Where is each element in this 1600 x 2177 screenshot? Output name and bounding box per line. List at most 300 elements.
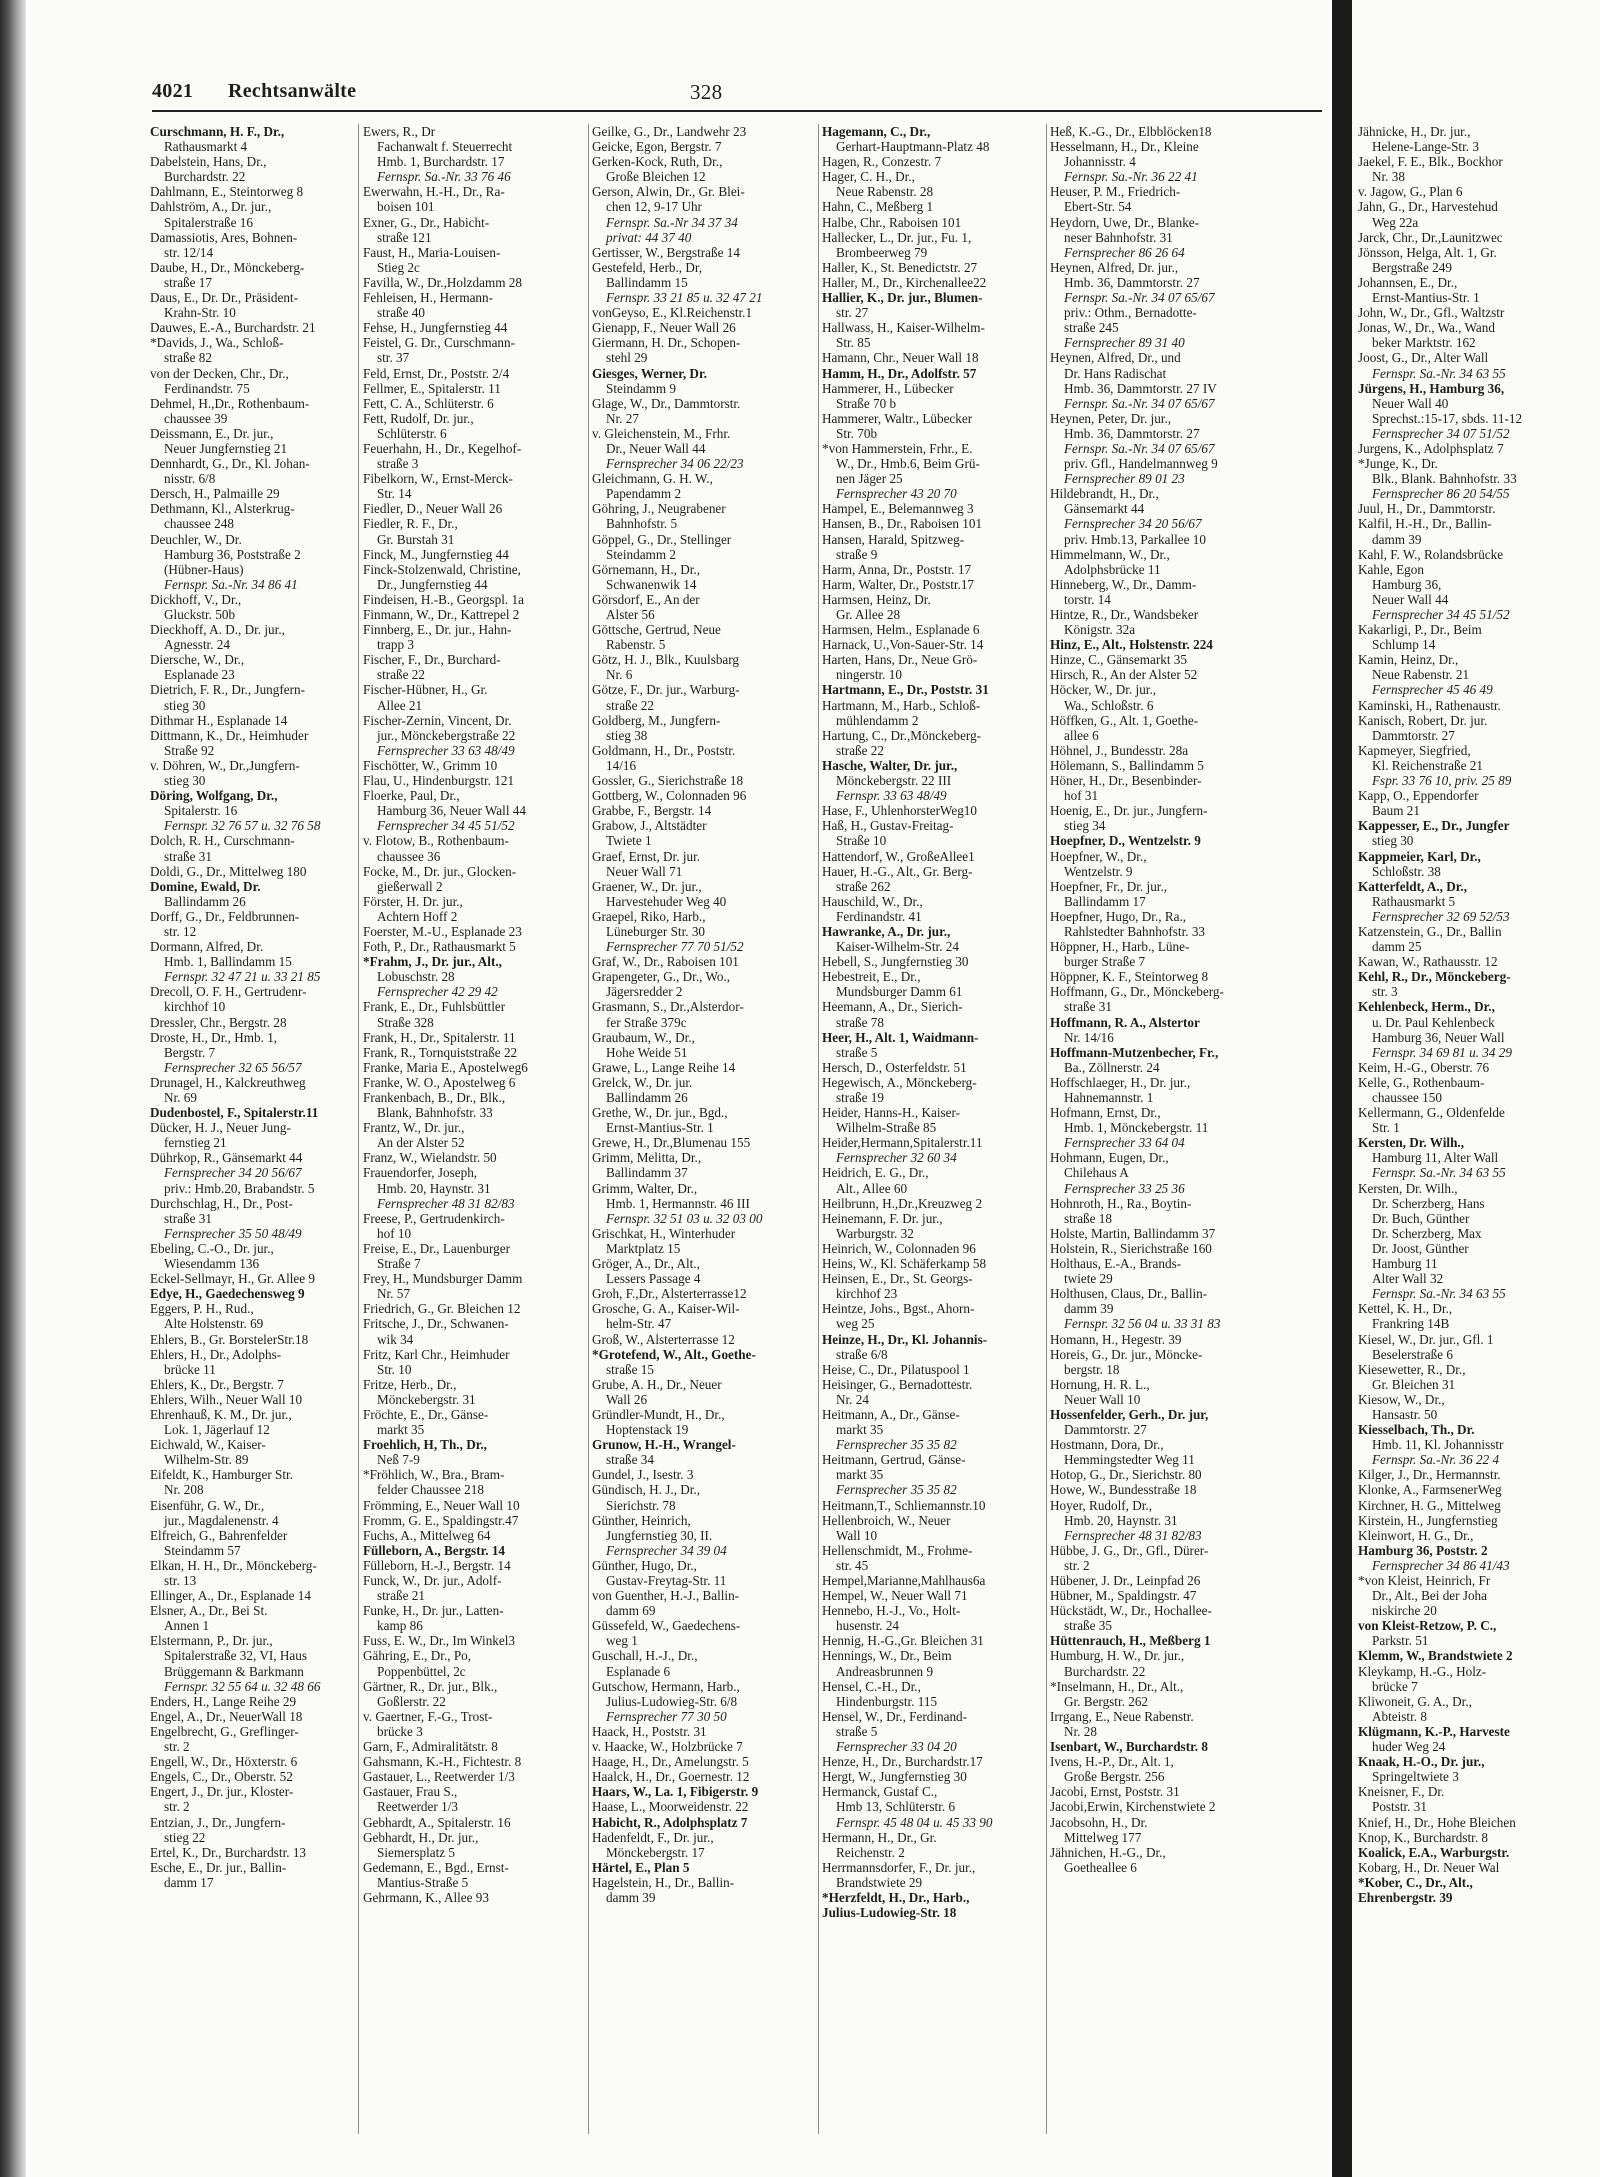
directory-entry-line: Finck-Stolzenwald, Christine, (363, 561, 521, 577)
directory-entry-line: kirchhof 10 (164, 999, 226, 1015)
directory-entry-line: Mundsburger Damm 61 (836, 984, 963, 1000)
directory-entry-line: Durchschlag, H., Dr., Post- (150, 1195, 293, 1211)
directory-entry-line: Dr. Scherzberg, Hans (1372, 1195, 1485, 1211)
directory-entry-line: Sierichstr. 78 (606, 1497, 676, 1513)
directory-entry-line: Weg 22a (1372, 214, 1419, 230)
directory-entry-line: Hebestreit, E., Dr., (822, 969, 921, 985)
directory-entry-line: Feuerhahn, H., Dr., Kegelhof- (363, 440, 522, 456)
column-4 (822, 124, 1048, 2134)
directory-entry-line: Neuer Wall 71 (606, 863, 683, 879)
directory-entry-line: Kehlenbeck, Herm., Dr., (1358, 999, 1495, 1015)
directory-entry-line: Holste, Martin, Ballindamm 37 (1050, 1225, 1216, 1241)
directory-entry-line: Johannsen, E., Dr., (1358, 274, 1458, 290)
next-page-column (1358, 124, 1594, 2134)
directory-entry-line: Hmb. 20, Haynstr. 31 (377, 1180, 491, 1196)
directory-entry-line: straße 121 (377, 229, 432, 245)
directory-entry-line: Frömming, E., Neuer Wall 10 (363, 1497, 520, 1513)
page-header (152, 80, 1322, 108)
directory-entry-line: Fernspr. Sa.-Nr. 34 07 65/67 (1064, 290, 1215, 306)
directory-entry-line: priv. Hmb.13, Parkallee 10 (1064, 531, 1206, 547)
directory-entry-line: Steindamm 9 (606, 380, 676, 396)
directory-entry-line: Fröchte, E., Dr., Gänse- (363, 1406, 489, 1422)
directory-entry-line: *von Kleist, Heinrich, Fr (1358, 1573, 1491, 1588)
directory-entry-line: Kersten, Dr. Wilh., (1358, 1180, 1458, 1196)
directory-entry-line: Nr. 28 (1064, 1723, 1097, 1739)
directory-entry-line: Hamm, H., Dr., Adolfstr. 57 (822, 365, 977, 381)
directory-entry-line: *Junge, K., Dr. (1358, 456, 1438, 472)
directory-entry-line: Kawan, W., Rathausstr. 12 (1358, 954, 1498, 970)
directory-entry-line: stieg 30 (1372, 833, 1414, 849)
directory-entry-line: Fernspr. Sa.-Nr. 36 22 41 (1064, 169, 1198, 185)
directory-entry-line: Grosche, G. A., Kaiser-Wil- (592, 1301, 740, 1317)
directory-entry-line: Burchardstr. 22 (1064, 1663, 1146, 1679)
directory-entry-line: brücke 7 (1372, 1678, 1418, 1694)
directory-entry-line: Dammtorstr. 27 (1064, 1422, 1147, 1438)
directory-entry-line: Fromm, G. E., Spaldingstr.47 (363, 1512, 519, 1528)
directory-entry-line: Heinemann, F. Dr. jur., (822, 1210, 943, 1226)
directory-entry-line: Wilhelm-Straße 85 (836, 1120, 937, 1136)
directory-entry-line: Fernsprecher 32 69 52/53 (1372, 908, 1510, 924)
directory-entry-line: Hasche, Walter, Dr. jur., (822, 757, 958, 773)
directory-entry-line: Hoffmann-Mutzenbecher, Fr., (1050, 1044, 1219, 1060)
directory-entry-line: Straße 92 (164, 742, 215, 758)
directory-entry-line: Henze, H., Dr., Burchardstr.17 (822, 1754, 983, 1770)
directory-entry-line: Gahsmann, K.-H., Fichtestr. 8 (363, 1754, 522, 1770)
directory-entry-line: Dr., Alt., Bei der Joha (1372, 1588, 1488, 1604)
directory-entry-line: Str. 1 (1372, 1120, 1400, 1136)
directory-entry-line: Fischer, F., Dr., Burchard- (363, 652, 501, 668)
directory-entry-line: Dehmel, H.,Dr., Rothenbaum- (150, 395, 310, 411)
directory-entry-line: Heintze, Johs., Bgst., Ahorn- (822, 1301, 975, 1317)
directory-entry-line: Homann, H., Hegestr. 39 (1050, 1331, 1182, 1347)
directory-entry-line: Howe, W., Bundesstraße 18 (1050, 1482, 1197, 1498)
directory-entry-line: Günther, Heinrich, (592, 1512, 691, 1528)
directory-entry-line: Goetheallee 6 (1064, 1859, 1137, 1875)
directory-entry-line: Funck, W., Dr. jur., Adolf- (363, 1573, 502, 1588)
directory-entry-line: Kanisch, Robert, Dr. jur. (1358, 712, 1488, 728)
directory-entry-line: straße 262 (836, 878, 891, 894)
directory-entry-line: Funke, H., Dr. jur., Latten- (363, 1603, 504, 1619)
directory-entry-line: Fernsprecher 35 50 48/49 (164, 1225, 302, 1241)
directory-entry-line: *Frahm, J., Dr. jur., Alt., (363, 954, 502, 970)
directory-entry-line: Heuser, P. M., Friedrich- (1050, 184, 1181, 200)
directory-entry-line: v. Gaertner, F.-G., Trost- (363, 1708, 493, 1724)
directory-entry-line: Hinneberg, W., Dr., Damm- (1050, 576, 1197, 592)
directory-entry-line: Ebeling, C.-O., Dr. jur., (150, 1240, 274, 1256)
directory-entry-line: Fernsprecher 89 01 23 (1064, 471, 1185, 487)
directory-entry-line: Fernsprecher 34 45 51/52 (377, 818, 515, 834)
directory-entry-line: Kapp, O., Eppendorfer (1358, 788, 1479, 804)
directory-entry-line: Grawe, L., Lange Reihe 14 (592, 1059, 736, 1075)
directory-entry-line: Fischötter, W., Grimm 10 (363, 757, 498, 773)
directory-entry-line: Groß, W., Alsterterrasse 12 (592, 1331, 735, 1347)
directory-entry-line: Fischer-Zernin, Vincent, Dr. (363, 712, 512, 728)
column-2 (363, 124, 589, 2134)
directory-entry-line: Dithmar H., Esplanade 14 (150, 712, 288, 728)
directory-entry-line: Neuer Jungfernstieg 21 (164, 440, 288, 456)
directory-entry-line: Jahn, G., Dr., Harvestehud (1358, 199, 1498, 215)
directory-entry-line: Grapengeter, G., Dr., Wo., (592, 969, 731, 985)
directory-entry-line: Fischer-Hübner, H., Gr. (363, 682, 488, 698)
directory-entry-line: Goldberg, M., Jungfern- (592, 712, 721, 728)
directory-entry-line: Fett, C. A., Schlüterstr. 6 (363, 395, 494, 411)
directory-entry-line: Freise, E., Dr., Lauenburger (363, 1240, 510, 1256)
directory-entry-line: Fiedler, D., Neuer Wall 26 (363, 501, 503, 517)
directory-entry-line: Daube, H., Dr., Mönckeberg- (150, 259, 305, 275)
directory-entry-line: Kettel, K. H., Dr., (1358, 1301, 1453, 1317)
directory-entry-line: Kakarligi, P., Dr., Beim (1358, 622, 1482, 638)
directory-entry-line: Knaak, H.-O., Dr. jur., (1358, 1754, 1485, 1770)
directory-entry-line: Elfreich, G., Bahrenfelder (150, 1527, 288, 1543)
directory-entry-line: Droste, H., Dr., Hmb. 1, (150, 1029, 278, 1045)
directory-entry-line: Heilbrunn, H.,Dr.,Kreuzweg 2 (822, 1195, 983, 1211)
directory-entry-line: Straße 70 b (836, 395, 897, 411)
directory-entry-line: Nr. 57 (377, 1286, 410, 1302)
directory-entry-line: Görnemann, H., Dr., (592, 561, 701, 577)
directory-entry-line: damm 69 (606, 1603, 656, 1619)
directory-entry-line: Floerke, Paul, Dr., (363, 788, 460, 804)
directory-entry-line: Göhring, J., Neugrabener (592, 501, 726, 517)
directory-entry-line: Koalick, E.A., Warburgstr. (1358, 1844, 1510, 1860)
directory-entry-line: Heins, W., Kl. Schäferkamp 58 (822, 1256, 987, 1272)
directory-entry-line: Große Bergstr. 256 (1064, 1769, 1165, 1785)
directory-entry-line: Hergt, W., Jungfernstieg 30 (822, 1769, 967, 1785)
directory-entry-line: chaussee 248 (164, 516, 234, 532)
directory-entry-line: Domine, Ewald, Dr. (150, 878, 261, 894)
directory-entry-line: Burchardstr. 22 (164, 169, 246, 185)
directory-entry-line: von der Decken, Chr., Dr., (150, 365, 289, 381)
directory-entry-line: Herrmannsdorfer, F., Dr. jur., (822, 1859, 976, 1875)
directory-entry-line: weg 25 (836, 1316, 875, 1332)
directory-entry-line: Steindamm 2 (606, 546, 676, 562)
directory-entry-line: Dietrich, F. R., Dr., Jungfern- (150, 682, 305, 698)
directory-entry-line: Dittmann, K., Dr., Heimhuder (150, 727, 309, 743)
directory-entry-line: Franz, W., Wielandstr. 50 (363, 1150, 497, 1166)
directory-entry-line: Hager, C. H., Dr., (822, 169, 915, 185)
directory-entry-line: Fernsprecher 35 35 82 (836, 1437, 957, 1453)
directory-entry-line: Hossenfelder, Gerh., Dr. jur, (1050, 1406, 1209, 1422)
directory-entry-line: weg 1 (606, 1633, 638, 1649)
directory-entry-line: Katzenstein, G., Dr., Ballin (1358, 923, 1502, 939)
directory-entry-line: Hmb. 1, Mönckebergstr. 11 (1064, 1120, 1209, 1136)
directory-entry-line: Ballindamm 37 (606, 1165, 688, 1181)
directory-entry-line: fer Straße 379c (606, 1014, 687, 1030)
directory-entry-line: Eisenführ, G. W., Dr., (150, 1497, 265, 1513)
directory-entry-line: Fett, Rudolf, Dr. jur., (363, 410, 474, 426)
directory-entry-line: Hartung, C., Dr.,Mönckeberg- (822, 727, 982, 743)
directory-entry-line: Jähnichen, H.-G., Dr., (1050, 1844, 1166, 1860)
directory-entry-line: Fernspr. Sa.-Nr. 34 63 55 (1372, 1165, 1506, 1181)
directory-entry-line: Ballindamm 26 (164, 893, 246, 909)
directory-entry-line: Gärtner, R., Dr. jur., Blk., (363, 1678, 498, 1694)
directory-entry-line: Hotop, G., Dr., Sierichstr. 80 (1050, 1467, 1202, 1483)
directory-entry-line: burger Straße 7 (1064, 954, 1146, 970)
directory-entry-line: Hersch, D., Osterfeldstr. 51 (822, 1059, 967, 1075)
directory-entry-line: straße 17 (164, 274, 212, 290)
directory-entry-line: Kl. Reichenstraße 21 (1372, 757, 1483, 773)
directory-entry-line: Elstermann, P., Dr. jur., (150, 1633, 273, 1649)
directory-entry-line: straße 6/8 (836, 1346, 888, 1362)
directory-entry-line: Hansen, B., Dr., Raboisen 101 (822, 516, 983, 532)
directory-entry-line: v. Döhren, W., Dr.,Jungfern- (150, 757, 300, 773)
directory-entry-line: Wilhelm-Str. 89 (164, 1452, 249, 1468)
directory-entry-line: Schloßstr. 38 (1372, 863, 1441, 879)
directory-entry-line: str. 45 (836, 1557, 869, 1573)
directory-entry-line: Kapmeyer, Siegfried, (1358, 742, 1471, 758)
directory-entry-line: Hüttenrauch, H., Meßberg 1 (1050, 1633, 1211, 1649)
directory-entry-line: Drecoll, O. F. H., Gertrudenr- (150, 984, 307, 1000)
directory-entry-line: Fellmer, E., Spitalerstr. 11 (363, 380, 501, 396)
directory-entry-line: *Grotefend, W., Alt., Goethe- (592, 1346, 756, 1362)
directory-entry-line: Dressler, Chr., Bergstr. 28 (150, 1014, 287, 1030)
directory-entry-line: neser Bahnhofstr. 31 (1064, 229, 1173, 245)
directory-entry-line: huder Weg 24 (1372, 1739, 1446, 1755)
directory-entry-line: Dorff, G., Dr., Feldbrunnen- (150, 908, 300, 924)
directory-entry-line: Hallecker, L., Dr. jur., Fu. 1, (822, 229, 972, 245)
directory-entry-line: str. 2 (164, 1739, 190, 1755)
directory-entry-line: Ebert-Str. 54 (1064, 199, 1132, 215)
directory-entry-line: str. 27 (836, 305, 869, 321)
directory-entry-line: Hohe Weide 51 (606, 1044, 688, 1060)
directory-entry-line: Dr. Buch, Günther (1372, 1210, 1470, 1226)
directory-entry-line: stieg 38 (606, 727, 648, 743)
directory-entry-line: Hammerer, Waltr., Lübecker (822, 410, 973, 426)
directory-entry-line: Hamann, Chr., Neuer Wall 18 (822, 350, 979, 366)
directory-entry-line: Fernsprecher 86 26 64 (1064, 244, 1185, 260)
directory-entry-line: bergstr. 18 (1064, 1361, 1120, 1377)
directory-entry-line: Geicke, Egon, Bergstr. 7 (592, 139, 722, 155)
directory-entry-line: Twiete 1 (606, 833, 652, 849)
directory-entry-line: Klügmann, K.-P., Harveste (1358, 1723, 1510, 1739)
directory-entry-line: Fernspr. 32 47 21 u. 33 21 85 (164, 969, 321, 985)
directory-entry-line: Fernsprecher 89 31 40 (1064, 335, 1185, 351)
directory-entry-line: Fülleborn, H.-J., Bergstr. 14 (363, 1557, 511, 1573)
directory-entry-line: Hölemann, S., Ballindamm 5 (1050, 757, 1204, 773)
directory-entry-line: Gr. Bleichen 31 (1372, 1376, 1456, 1392)
directory-entry-line: Hansen, Harald, Spitzweg- (822, 531, 965, 547)
directory-entry-line: v. Jagow, G., Plan 6 (1358, 184, 1463, 200)
column-3 (592, 124, 819, 2134)
directory-entry-line: Fritze, Herb., Dr., (363, 1376, 457, 1392)
directory-entry-line: Fiedler, R. F., Dr., (363, 516, 458, 532)
directory-entry-line: Gleichmann, G. H. W., (592, 471, 713, 487)
directory-entry-line: priv.: Hmb.20, Brabandstr. 5 (164, 1180, 315, 1196)
directory-entry-line: Finnberg, E., Dr. jur., Hahn- (363, 622, 512, 638)
directory-entry-line: Neuer Wall 10 (1064, 1391, 1141, 1407)
directory-entry-line: fernstieg 21 (164, 1135, 227, 1151)
directory-entry-line: straße 15 (606, 1361, 654, 1377)
directory-entry-line: Kiesow, W., Dr., (1358, 1391, 1445, 1407)
directory-entry-line: Ballindamm 15 (606, 274, 688, 290)
directory-entry-line: chaussee 36 (377, 848, 441, 864)
directory-entry-line: Str. 85 (836, 335, 871, 351)
directory-entry-line: Franke, Maria E., Apostelweg6 (363, 1059, 528, 1075)
directory-entry-line: Feistel, G. Dr., Curschmann- (363, 335, 516, 351)
directory-entry-line: straße 9 (836, 546, 878, 562)
directory-entry-line: Wiesendamm 136 (164, 1256, 260, 1272)
directory-entry-line: Hohmann, Eugen, Dr., (1050, 1150, 1169, 1166)
directory-entry-line: Hallier, K., Dr. jur., Blumen- (822, 290, 983, 306)
directory-entry-line: Bergstraße 249 (1372, 259, 1452, 275)
directory-entry-line: Edye, H., Gaedechensweg 9 (150, 1286, 305, 1302)
directory-entry-line: Heynen, Alfred, Dr. jur., (1050, 259, 1179, 275)
directory-entry-line: Kiesewetter, R., Dr., (1358, 1361, 1466, 1377)
directory-entry-line: Dahlström, A., Dr. jur., (150, 199, 272, 215)
directory-entry-line: Klemm, W., Brandstwiete 2 (1358, 1648, 1513, 1664)
directory-entry-line: Jägersredder 2 (606, 984, 683, 1000)
directory-entry-line: Straße 328 (377, 1014, 434, 1030)
directory-entry-line: Kehl, R., Dr., Mönckeberg- (1358, 969, 1511, 985)
directory-entry-line: Hansastr. 50 (1372, 1406, 1438, 1422)
directory-entry-line: Dr., Neuer Wall 44 (606, 440, 706, 456)
directory-entry-line: Haack, H., Poststr. 31 (592, 1723, 707, 1739)
directory-entry-line: Gr. Burstah 31 (377, 531, 455, 547)
directory-entry-line: Finck, M., Jungfernstieg 44 (363, 546, 509, 562)
directory-entry-line: Hinze, C., Gänsemarkt 35 (1050, 652, 1187, 668)
directory-entry-line: Heinze, H., Dr., Kl. Johannis- (822, 1331, 988, 1347)
directory-entry-line: v. Haacke, W., Holzbrücke 7 (592, 1739, 743, 1755)
directory-entry-line: straße 40 (377, 305, 425, 321)
directory-entry-line: John, W., Dr., Gfl., Waltzstr (1358, 305, 1505, 321)
directory-entry-line: Goldmann, H., Dr., Poststr. (592, 742, 736, 758)
directory-entry-line: Fernsprecher 77 70 51/52 (606, 939, 744, 955)
directory-entry-line: Graef, Ernst, Dr. jur. (592, 848, 701, 864)
directory-entry-line: Ertel, K., Dr., Burchardstr. 13 (150, 1844, 307, 1860)
directory-entry-line: Ehrenhauß, K. M., Dr. jur., (150, 1406, 292, 1422)
directory-entry-line: str. 3 (1372, 984, 1398, 1000)
directory-entry-line: Fspr. 33 76 10, priv. 25 89 (1372, 773, 1512, 789)
directory-entry-line: Höppner, H., Harb., Lüne- (1050, 939, 1190, 955)
directory-entry-line: damm 39 (1372, 531, 1422, 547)
directory-entry-line: Froehlich, H, Th., Dr., (363, 1437, 487, 1453)
directory-entry-line: Hensel, C.-H., Dr., (822, 1678, 921, 1694)
directory-entry-line: Achtern Hoff 2 (377, 908, 458, 924)
directory-entry-line: Knop, K., Burchardstr. 8 (1358, 1829, 1489, 1845)
directory-entry-line: Ewerwahn, H.-H., Dr., Ra- (363, 184, 505, 200)
directory-entry-line: Engelbrecht, G., Greflinger- (150, 1723, 299, 1739)
directory-entry-line: Hamburg 36, (1372, 576, 1442, 592)
directory-entry-line: Hagelstein, H., Dr., Ballin- (592, 1874, 735, 1890)
directory-entry-line: Ehlers, B., Gr. BorstelerStr.18 (150, 1331, 309, 1347)
directory-entry-line: Grube, A. H., Dr., Neuer (592, 1376, 722, 1392)
directory-entry-line: Kobarg, H., Dr. Neuer Wal (1358, 1859, 1500, 1875)
directory-entry-line: Frey, H., Mundsburger Damm (363, 1271, 523, 1287)
directory-entry-line: Fernspr. 33 63 48/49 (836, 788, 947, 804)
directory-entry-line: Fernsprecher 35 35 82 (836, 1482, 957, 1498)
directory-entry-line: Gündisch, H. J., Dr., (592, 1482, 701, 1498)
directory-entry-line: Hagemann, C., Dr., (822, 124, 931, 139)
directory-entry-line: Kleykamp, H.-G., Holz- (1358, 1663, 1487, 1679)
directory-entry-line: Heynen, Alfred, Dr., und (1050, 350, 1181, 366)
directory-entry-line: Stieg 2c (377, 259, 420, 275)
directory-entry-line: Halbe, Chr., Raboisen 101 (822, 214, 962, 230)
directory-entry-line: Geilke, G., Dr., Landwehr 23 (592, 124, 747, 139)
directory-entry-line: Jacobsohn, H., Dr. (1050, 1814, 1148, 1830)
directory-entry-line: priv. Gfl., Handelmannweg 9 (1064, 456, 1218, 472)
directory-entry-line: straße 21 (377, 1588, 425, 1604)
directory-entry-line: Hennig, H.-G.,Gr. Bleichen 31 (822, 1633, 984, 1649)
directory-entry-line: Fernsprecher 33 64 04 (1064, 1135, 1185, 1151)
directory-entry-line: Elsner, A., Dr., Bei St. (150, 1603, 268, 1619)
directory-entry-line: Ehlers, Wilh., Neuer Wall 10 (150, 1391, 303, 1407)
directory-entry-line: Rathausmarkt 5 (1372, 893, 1456, 909)
directory-entry-line: Keim, H.-G., Oberstr. 76 (1358, 1059, 1490, 1075)
directory-entry-line: Fernsprecher 43 20 70 (836, 486, 957, 502)
directory-entry-line: Rathausmarkt 4 (164, 139, 248, 155)
directory-entry-line: Friedrich, G., Gr. Bleichen 12 (363, 1301, 521, 1317)
directory-entry-line: Fernsprecher 34 07 51/52 (1372, 425, 1510, 441)
directory-entry-line: Wa., Schloßstr. 6 (1064, 697, 1154, 713)
directory-entry-line: Grischkat, H., Winterhuder (592, 1225, 736, 1241)
directory-entry-line: 14/16 (606, 757, 637, 773)
directory-entry-line: Lok. 1, Jägerlauf 12 (164, 1422, 270, 1438)
directory-entry-line: Dabelstein, Hans, Dr., (150, 154, 267, 170)
directory-entry-line: Kneisner, F., Dr. (1358, 1784, 1445, 1800)
directory-entry-line: hof 31 (1064, 788, 1099, 804)
directory-entry-line: Haars, W., La. 1, Fibigerstr. 9 (592, 1784, 759, 1800)
directory-entry-line: Neuer Wall 44 (1372, 591, 1449, 607)
directory-entry-line: niskirche 20 (1372, 1603, 1437, 1619)
directory-entry-line: str. 13 (164, 1573, 197, 1588)
directory-entry-line: Fernsprecher 33 25 36 (1064, 1180, 1185, 1196)
directory-entry-line: Heise, C., Dr., Pilatuspool 1 (822, 1361, 970, 1377)
directory-entry-line: Gähring, E., Dr., Po, (363, 1648, 472, 1664)
directory-entry-line: Hamburg 36, Neuer Wall (1372, 1029, 1505, 1045)
directory-entry-line: straße 18 (1064, 1210, 1112, 1226)
directory-entry-line: straße 22 (836, 742, 884, 758)
directory-entry-line: allee 6 (1064, 727, 1099, 743)
directory-entry-line: Hmb. 1, Burchardstr. 17 (377, 154, 505, 170)
directory-entry-line: Jacobi,Erwin, Kirchenstwiete 2 (1050, 1799, 1216, 1815)
directory-entry-line: Gertisser, W., Bergstraße 14 (592, 244, 740, 260)
directory-entry-line: helm-Str. 47 (606, 1316, 672, 1332)
directory-entry-line: Dethmann, Kl., Alsterkrug- (150, 501, 295, 517)
directory-entry-line: Hoepfner, Hugo, Dr., Ra., (1050, 908, 1187, 924)
directory-entry-line: Beselerstraße 6 (1372, 1346, 1453, 1362)
directory-entry-line: Hofmann, Ernst, Dr., (1050, 1105, 1161, 1121)
directory-entry-line: Ferdinandstr. 41 (836, 908, 922, 924)
directory-entry-line: Nr. 6 (606, 667, 633, 683)
directory-entry-line: Hoffschlaeger, H., Dr. jur., (1050, 1074, 1191, 1090)
directory-entry-line: Heitmann, Gertrud, Gänse- (822, 1452, 966, 1468)
directory-entry-line: Juul, H., Dr., Dammtorstr. (1358, 501, 1496, 517)
directory-entry-line: Ewers, R., Dr (363, 124, 436, 139)
directory-entry-line: Glage, W., Dr., Dammtorstr. (592, 395, 741, 411)
directory-entry-line: Brüggemann & Barkmann (164, 1663, 304, 1679)
directory-entry-line: Hoyer, Rudolf, Dr., (1050, 1497, 1153, 1513)
directory-entry-line: Hoffmann, R. A., Alstertor (1050, 1014, 1200, 1030)
directory-entry-line: Fernspr. Sa.-Nr. 34 07 65/67 (1064, 395, 1215, 411)
directory-entry-line: Heer, H., Alt. 1, Waidmann- (822, 1029, 979, 1045)
directory-entry-line: Hmb. 36, Dammtorstr. 27 IV (1064, 380, 1217, 396)
directory-entry-line: Güssefeld, W., Gaedechens- (592, 1618, 741, 1634)
directory-entry-line: Hawranke, A., Dr. jur., (822, 923, 951, 939)
directory-entry-line: damm 39 (606, 1889, 656, 1905)
directory-entry-line: Mittelweg 177 (1064, 1829, 1142, 1845)
directory-entry-line: Frank, H., Dr., Spitalerstr. 11 (363, 1029, 516, 1045)
directory-entry-line: Warburgstr. 32 (836, 1225, 914, 1241)
directory-entry-line: Gastauer, L., Reetwerder 1/3 (363, 1769, 515, 1785)
directory-entry-line: Alte Holstenstr. 69 (164, 1316, 264, 1332)
directory-entry-line: Sprechst.:15-17, sbds. 11-12 (1372, 410, 1523, 426)
directory-entry-line: Fehse, H., Jungfernstieg 44 (363, 320, 508, 336)
directory-entry-line: Ba., Zöllnerstr. 24 (1064, 1059, 1160, 1075)
directory-entry-line: Dr., Jungfernstieg 44 (377, 576, 488, 592)
directory-entry-line: Härtel, E., Plan 5 (592, 1859, 690, 1875)
directory-entry-line: Fachanwalt f. Steuerrecht (377, 139, 513, 155)
directory-entry-line: Hempel,Marianne,Mahlhaus6a (822, 1573, 986, 1588)
directory-entry-line: v. Gleichenstein, M., Frhr. (592, 425, 731, 441)
